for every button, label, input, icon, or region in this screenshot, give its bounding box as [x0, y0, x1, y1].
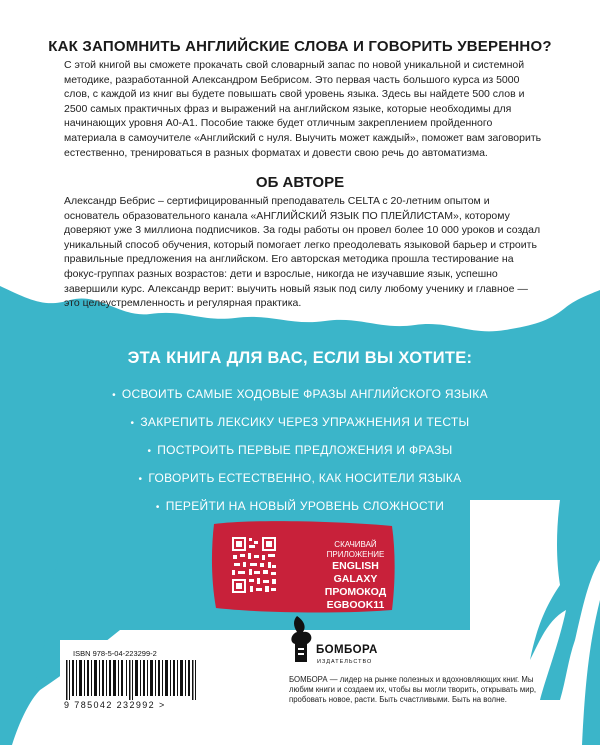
- section-title-how-to: КАК ЗАПОМНИТЬ АНГЛИЙСКИЕ СЛОВА И ГОВОРИТЬ УВЕРЕННО?: [48, 38, 552, 55]
- promo-text: СКАЧИВАЙ ПРИЛОЖЕНИЕ ENGLISH GALAXY ПРОМОКОД EGBOOK11: [318, 540, 393, 612]
- bullet-icon: •: [130, 418, 135, 429]
- benefits-list: [0, 380, 600, 520]
- list-item: • ЗАКРЕПИТЬ ЛЕКСИКУ ЧЕРЕЗ УПРАЖНЕНИЯ И ТЕСТЫ: [0, 408, 600, 436]
- bullet-icon: •: [147, 446, 152, 457]
- bullet-icon: •: [155, 502, 160, 513]
- promo-app-name: ENGLISH GALAXY: [332, 560, 379, 585]
- promo-code: EGBOOK11: [326, 599, 385, 611]
- isbn-label: ISBN 978-5-04-223299-2: [73, 649, 157, 658]
- publisher-about: БОМБОРА — лидер на рынке полезных и вдохновляющих книг. Мы любим книги и создаем их, чтобы вы могли творить, открывать мир, пробовать новое, расти. Быть счастливыми. Быть на волне.: [289, 675, 537, 704]
- list-item: • ОСВОИТЬ САМЫЕ ХОДОВЫЕ ФРАЗЫ АНГЛИЙСКОГО ЯЗЫКА: [0, 380, 600, 408]
- list-item: • ГОВОРИТЬ ЕСТЕСТВЕННО, КАК НОСИТЕЛИ ЯЗЫКА: [0, 464, 600, 492]
- barcode-digits: 9 785042 232992 >: [64, 700, 166, 710]
- publisher-subtitle: ИЗДАТЕЛЬСТВО: [317, 659, 373, 665]
- publisher-name: БОМБОРА: [316, 644, 378, 656]
- bullet-icon: •: [138, 474, 143, 485]
- section-body-about-author: Александр Бебрис – сертифицированный преподаватель CELTA с 20-летним опытом и основатель образовательного канала «АНГЛИЙСКИЙ ЯЗЫК ПО ПЛЕЙЛИСТАМ», которому доверяют уже 3 миллиона подписчиков. За годы работы он провел более 10 000 уроков и создал уникальный способ обучения, который помогает легко преодолевать языковой барьер и строить правильные предложения на английском. Его авторская методика прошла тестирование на фокус-группах разных возрастов: дети и взрослые, никогда не изучавшие язык, успешно завершили курс. Александр верит: выучить новый язык под силу любому ученику и главное — это целеустремленность и регулярная практика.: [64, 195, 541, 310]
- bullet-icon: •: [112, 390, 116, 401]
- section-body-how-to: С этой книгой вы сможете прокачать свой словарный запас по новой уникальной и системной методике, разработанной Александром Бебрисом. Это первая часть большого курса из 5000 слов, с каждой из книг вы будете повышать свой уровень языка. Здесь вы найдете 500 слов и 2500 самых практичных фраз и выражений на английском языке, которые необходимы для начинающих уровня А0-А1. Пособие также будет отличным закреплением пройденного материала в самоучителе «Английский с нуля. Выучить может каждый», поможет вам заговорить естественно, тренироваться в разных форматах и довести свою речь до автоматизма.: [64, 59, 542, 159]
- list-item: • ПОСТРОИТЬ ПЕРВЫЕ ПРЕДЛОЖЕНИЯ И ФРАЗЫ: [0, 436, 600, 464]
- qr-code-icon[interactable]: [230, 535, 278, 595]
- section-title-for-you: ЭТА КНИГА ДЛЯ ВАС, ЕСЛИ ВЫ ХОТИТЕ:: [127, 349, 473, 367]
- bombora-logo-icon: [289, 614, 315, 664]
- list-item: • ПЕРЕЙТИ НА НОВЫЙ УРОВЕНЬ СЛОЖНОСТИ: [0, 492, 600, 520]
- section-title-about-author: ОБ АВТОРЕ: [255, 174, 345, 191]
- barcode-icon: [66, 660, 206, 700]
